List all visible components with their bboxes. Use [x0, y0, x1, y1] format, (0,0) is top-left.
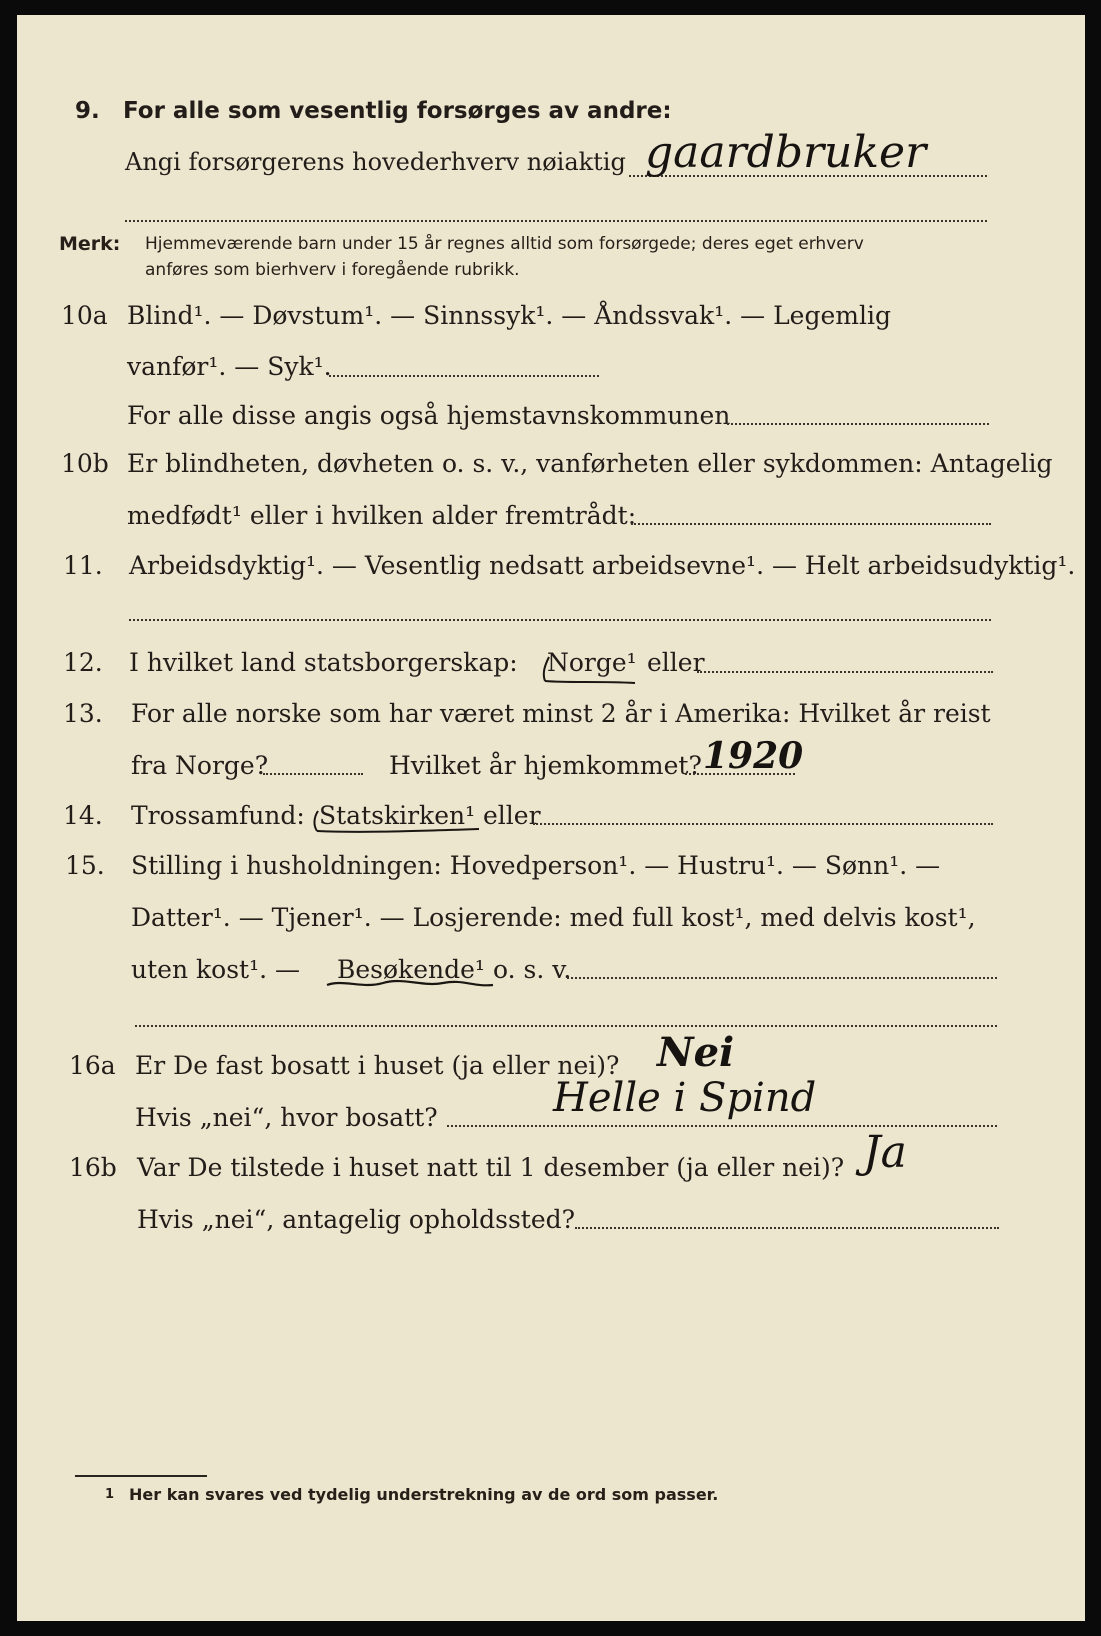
- q13-number: 13.: [63, 699, 103, 728]
- q16a-bosatt-line: [447, 1125, 997, 1127]
- q16b-handwritten-answer: Ja: [863, 1127, 907, 1178]
- q13-handwritten-year: 1920: [703, 735, 804, 777]
- q9-number: 9.: [75, 98, 100, 124]
- q14-prompt: Trossamfund:: [131, 801, 305, 830]
- q10a-hjemstavn-line: [727, 423, 989, 425]
- footnote-mark: 1: [105, 1487, 115, 1502]
- q16a-handwritten-answer-2: Helle i Spind: [553, 1075, 817, 1121]
- q16a-number: 16a: [69, 1051, 116, 1080]
- q16b-line-1: Var De tilstede i huset natt til 1 desember (ja eller nei)?: [137, 1153, 845, 1182]
- footnote-text: Her kan svares ved tydelig understrekning av de ord som passer.: [129, 1485, 719, 1504]
- q15-answer-line-2: [135, 1025, 997, 1027]
- q9-handwritten-answer: gaardbruker: [645, 127, 927, 178]
- q10b-answer-line: [631, 523, 991, 525]
- q10a-line-1: Blind¹. — Døvstum¹. — Sinnssyk¹. — Åndssvak¹. — Legemlig: [127, 301, 891, 330]
- q9-prompt: Angi forsørgerens hovederhverv nøiaktig: [125, 148, 626, 176]
- q10b-number: 10b: [61, 449, 109, 478]
- q14-answer-line: [533, 823, 993, 825]
- q15-besokende-underline: [323, 977, 503, 995]
- q13-reist-line: [263, 773, 363, 775]
- q13-hjemkommet-prompt: Hvilket år hjemkommet?: [389, 751, 702, 780]
- q15-line-1: Stilling i husholdningen: Hovedperson¹. — Hustru¹. — Sønn¹. —: [131, 851, 941, 880]
- q12-answer-line: [697, 671, 993, 673]
- q15-besokende: Besøkende¹: [337, 955, 485, 984]
- q16a-line-2: Hvis „nei“, hvor bosatt?: [135, 1103, 438, 1132]
- q11-line-1: Arbeidsdyktig¹. — Vesentlig nedsatt arbeidsevne¹. — Helt arbeidsudyktig¹.: [129, 551, 1076, 580]
- q14-number: 14.: [63, 801, 103, 830]
- q13-line-1: For alle norske som har været minst 2 år i Amerika: Hvilket år reist: [131, 699, 991, 728]
- q10b-line-2: medfødt¹ eller i hvilken alder fremtrådt:: [127, 501, 637, 530]
- q14-statskirken-underline: [309, 795, 489, 839]
- q15-answer-line: [567, 977, 997, 979]
- q9-heading: For alle som vesentlig forsørges av andre:: [123, 98, 672, 124]
- q9-answer-line-2: [125, 220, 987, 222]
- merk-line-2: anføres som bierhverv i foregående rubrikk.: [145, 260, 520, 280]
- q12-eller: eller: [647, 648, 705, 677]
- q11-answer-line: [129, 619, 991, 621]
- q14-eller: eller: [483, 801, 541, 830]
- q10a-syk-line: [329, 375, 599, 377]
- q12-prompt: I hvilket land statsborgerskap:: [129, 648, 518, 677]
- q16b-opholdssted-line: [575, 1227, 999, 1229]
- merk-line-1: Hjemmeværende barn under 15 år regnes alltid som forsørgede; deres eget erhverv: [145, 234, 864, 254]
- merk-label: Merk:: [59, 233, 121, 255]
- q13-reist-prompt: fra Norge?: [131, 751, 269, 780]
- q15-line-2: Datter¹. — Tjener¹. — Losjerende: med full kost¹, med delvis kost¹,: [131, 903, 976, 932]
- census-form-sheet: [17, 15, 1085, 1621]
- q16a-line-1: Er De fast bosatt i huset (ja eller nei)?: [135, 1051, 620, 1080]
- q12-number: 12.: [63, 648, 103, 677]
- q15-line-3-pre: uten kost¹. —: [131, 955, 300, 984]
- q15-osv: o. s. v.: [493, 955, 572, 984]
- q10b-line-1: Er blindheten, døvheten o. s. v., vanførheten eller sykdommen: Antagelig: [127, 449, 1053, 478]
- q16b-line-2: Hvis „nei“, antagelig opholdssted?: [137, 1205, 576, 1234]
- q15-number: 15.: [65, 851, 105, 880]
- q10a-number: 10a: [61, 301, 108, 330]
- q14-statskirken: Statskirken¹: [319, 801, 476, 830]
- q16a-handwritten-answer-1: Nei: [657, 1029, 735, 1076]
- q11-number: 11.: [63, 551, 103, 580]
- q10a-line-2: vanfør¹. — Syk¹.: [127, 352, 332, 381]
- footnote-rule: [75, 1475, 207, 1477]
- q12-norge: Norge¹: [547, 648, 637, 677]
- q12-norge-underline: [539, 643, 639, 687]
- q16b-number: 16b: [69, 1153, 117, 1182]
- q10a-line-3: For alle disse angis også hjemstavnskommunen: [127, 401, 731, 430]
